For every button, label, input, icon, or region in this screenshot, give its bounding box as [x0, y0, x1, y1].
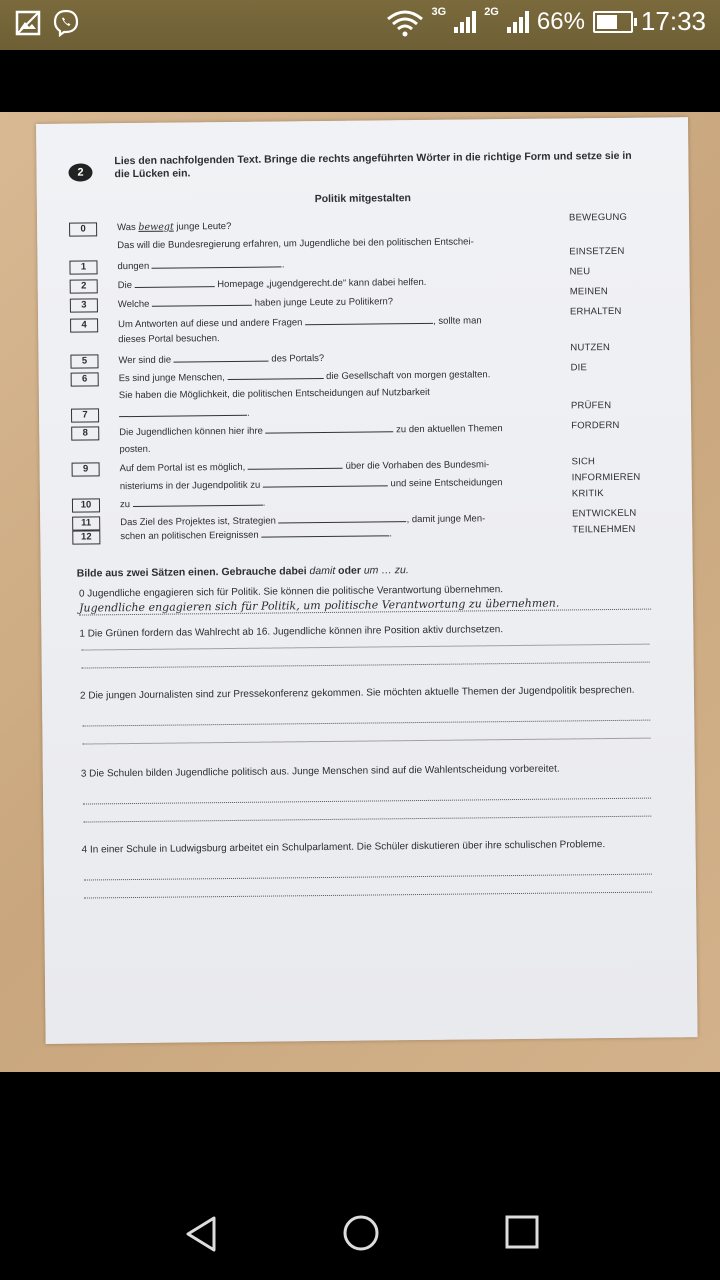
word-list-item: KRITIK: [571, 488, 604, 500]
answer-line[interactable]: [82, 720, 650, 727]
text-before-gap: Welche: [117, 298, 153, 311]
answer-line[interactable]: [83, 798, 651, 805]
status-bar: [0, 0, 720, 50]
text-line: dieses Portal besuchen.: [118, 333, 220, 346]
exercise-item: 3 Die Schulen bilden Jugendliche politisch aus. Junge Menschen sind auf die Wahlentscheidung vorbereitet.: [80, 763, 560, 780]
word-list-item: BEWEGUNG: [568, 211, 628, 224]
text-line: [120, 475, 552, 494]
text-line: [120, 457, 552, 476]
text-before-gap: nisteriums in der Jugendpolitik zu: [119, 479, 263, 493]
home-icon[interactable]: [342, 1214, 380, 1252]
word-list-item: NUTZEN: [570, 342, 611, 354]
exercise-item: 2 Die jungen Journalisten sind zur Pressekonferenz gekommen. Sie möchten aktuelle Themen der Jugendpolitik besprechen.: [79, 684, 635, 702]
gallery-icon: [14, 9, 42, 37]
answer-gap[interactable]: [152, 257, 282, 268]
exercise-item: 4 In einer Schule in Ludwigsburg arbeitet ein Schulparlament. Die Schüler diskutieren über ihre schulischen Probleme.: [81, 839, 606, 856]
text-after-gap: Homepage „jugendgerecht.de“ kann dabei helfen.: [214, 276, 427, 291]
text-line: [118, 274, 550, 293]
text-line: [118, 349, 550, 368]
back-icon[interactable]: [182, 1214, 222, 1254]
word-list-item: PRÜFEN: [570, 399, 612, 412]
answer-gap[interactable]: [133, 496, 263, 507]
text-after-gap: über die Vorhaben des Bundesmi-: [342, 459, 490, 472]
item-number-box: 8: [71, 426, 99, 440]
answer-line[interactable]: [82, 644, 650, 651]
text-line: posten.: [119, 443, 151, 456]
item-number-box: 0: [69, 222, 97, 236]
answer-gap[interactable]: [278, 512, 406, 523]
text-after-gap: , damit junge Men-: [406, 513, 486, 526]
task-instruction: Lies den nachfolgenden Text. Bringe die rechts angeführten Wörter in die richtige Form und setze sie in die Lücken ein.: [114, 149, 632, 181]
answer-gap[interactable]: [305, 314, 433, 325]
text-before-gap: zu: [119, 499, 133, 511]
word-list-item: ERHALTEN: [569, 305, 622, 318]
text-after-gap: zu den aktuellen Themen: [393, 423, 503, 436]
text-after-gap: und seine Entscheidungen: [387, 477, 503, 490]
text-line: Das will die Bundesregierung erfahren, um Jugendliche bei den politischen Entschei-: [117, 236, 474, 252]
text-before-gap: Wer sind die: [118, 354, 174, 367]
text-after-gap: .: [246, 407, 250, 419]
battery-percent: 66%: [536, 7, 585, 35]
text-before-gap: schen an politischen Ereignissen: [120, 529, 262, 543]
text-before-gap: Was: [117, 221, 139, 234]
item-number-box: 10: [72, 498, 100, 512]
text-after-gap: des Portals?: [268, 352, 325, 365]
text-line: [119, 403, 551, 422]
text-after-gap: die Gesellschaft von morgen gestalten.: [323, 369, 491, 383]
answer-gap[interactable]: [263, 476, 388, 487]
battery-icon: [593, 11, 633, 33]
text-after-gap: haben junge Leute zu Politikern?: [251, 296, 394, 309]
section2-heading: Bilde aus zwei Sätzen einen. Gebrauche dabei damit oder um … zu.: [76, 564, 409, 580]
text-after-gap: .: [262, 497, 266, 509]
text-before-gap: Es sind junge Menschen,: [118, 372, 228, 385]
item-number-box: 12: [72, 530, 100, 544]
network-type-3g: 3G: [431, 5, 447, 18]
text-before-gap: Auf dem Portal ist es möglich,: [119, 461, 248, 475]
answer-gap[interactable]: [119, 406, 247, 417]
answer-gap[interactable]: [152, 296, 252, 307]
signal-icon-2g: [507, 11, 529, 33]
text-line: [118, 293, 550, 312]
answer-gap[interactable]: [248, 459, 343, 470]
text-line: Sie haben die Möglichkeit, die politischen Entscheidungen auf Nutzbarkeit: [118, 386, 430, 402]
navigation-bar: [0, 1184, 720, 1280]
item-number-box: 2: [70, 279, 98, 293]
text-before-gap: Um Antworten auf diese und andere Fragen: [118, 317, 306, 331]
text-line: [119, 367, 551, 386]
example-answer: Jugendliche engagieren sich für Politik, um politische Verantwortung zu übernehmen.: [79, 596, 651, 616]
item-number-box: 9: [72, 462, 100, 476]
item-number-box: 1: [69, 260, 97, 274]
text-before-gap: dungen: [117, 260, 152, 273]
word-list-item: DIE: [570, 362, 588, 374]
item-number-box: 3: [70, 298, 98, 312]
signal-icon-3g: [454, 11, 476, 33]
task-number-badge: 2: [68, 163, 92, 181]
answer-line[interactable]: [82, 662, 650, 669]
text-line: [119, 421, 551, 440]
word-list-item: FORDERN: [571, 419, 620, 432]
answer-gap[interactable]: [174, 352, 269, 363]
item-number-box: 7: [71, 408, 99, 422]
item-number-box: 11: [72, 516, 100, 530]
word-list-item: MEINEN: [569, 286, 608, 298]
example-sentence: 0 Jugendliche engagieren sich für Politik. Sie können die politische Verantwortung übernehmen.: [78, 584, 504, 600]
item-number-box: 5: [70, 354, 98, 368]
worksheet-paper: [36, 117, 698, 1044]
answer-line[interactable]: [82, 738, 650, 745]
answer-gap[interactable]: [135, 277, 215, 288]
word-list-item: ENTWICKELN: [572, 507, 637, 520]
text-before-gap: Die Jugendlichen können hier ihre: [119, 425, 266, 439]
answer-line[interactable]: [84, 892, 652, 899]
exercise-item: 1 Die Grünen fordern das Wahlrecht ab 16. Jugendliche können ihre Position aktiv durchsetzen.: [79, 624, 504, 640]
text-line: [117, 255, 549, 274]
text-after-gap: , sollte man: [432, 315, 482, 327]
text-after-gap: .: [389, 528, 393, 540]
item-number-box: 4: [70, 318, 98, 332]
viber-icon: [52, 9, 80, 37]
wifi-icon: [386, 7, 424, 37]
recent-apps-icon[interactable]: [504, 1214, 540, 1250]
answer-line[interactable]: [83, 816, 651, 823]
word-list-item: TEILNEHMEN: [572, 523, 636, 536]
clock: 17:33: [640, 6, 706, 36]
text-line: [117, 217, 549, 235]
word-list-item: NEU: [569, 266, 591, 278]
answer-gap[interactable]: [227, 369, 323, 380]
text-before-gap: Die: [117, 279, 135, 292]
text-after-gap: junge Leute?: [173, 220, 232, 233]
text-title: Politik mitgestalten: [314, 192, 411, 206]
answer-line[interactable]: [84, 874, 652, 881]
answer-gap[interactable]: [261, 526, 389, 537]
item-number-box: 6: [71, 372, 99, 386]
answer-gap[interactable]: [265, 422, 393, 433]
text-after-gap: .: [281, 259, 285, 271]
network-type-2g: 2G: [484, 5, 499, 18]
text-line: [120, 493, 552, 512]
word-list-item: EINSETZEN: [569, 245, 625, 258]
handwritten-answer: bewegt: [138, 221, 174, 233]
text-before-gap: Das Ziel des Projektes ist, Strategien: [120, 515, 279, 529]
word-list-item: INFORMIEREN: [571, 471, 641, 484]
word-list-item: SICH: [571, 456, 596, 468]
